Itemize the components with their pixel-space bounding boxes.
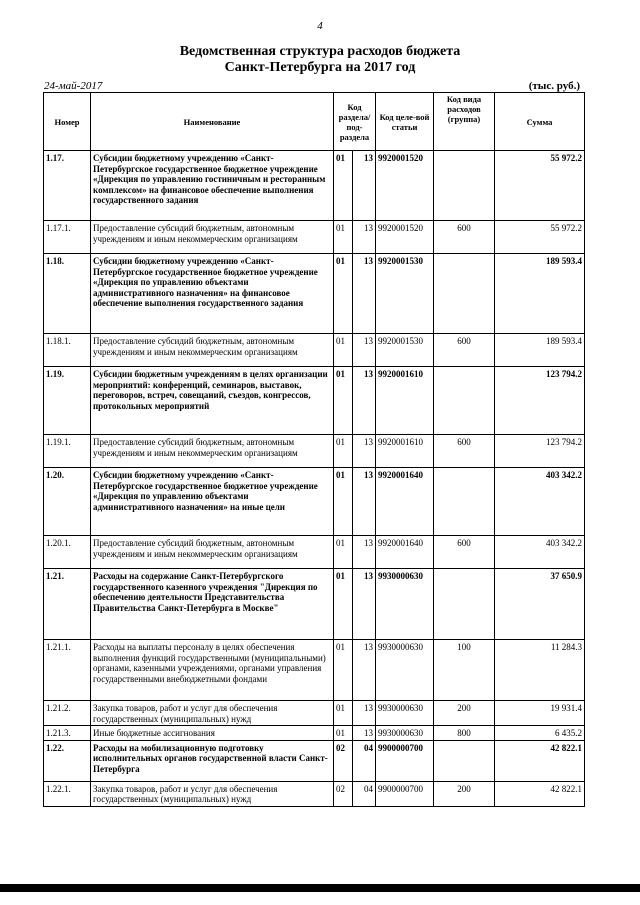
row-subsection: 13 [353, 536, 376, 569]
table-row [44, 701, 585, 726]
table-row [44, 435, 585, 468]
row-expense-type [434, 254, 495, 334]
row-target-code: 9930000630 [376, 640, 434, 701]
table-row [44, 334, 585, 367]
row-name: Расходы на содержание Санкт-Петербургского государственного казенного учреждения "Дирекция по обеспечению деятельности Представительства Правительства Санкт-Петербурга в Москве" [91, 569, 334, 640]
row-number: 1.19.1. [44, 435, 91, 468]
header-target: Код целе-вой статьи [376, 93, 434, 151]
row-subsection: 04 [353, 781, 376, 806]
header-section: Код раздела/ под-раздела [334, 93, 376, 151]
row-section: 01 [334, 221, 353, 254]
table-header-row [44, 93, 585, 151]
row-subsection: 13 [353, 468, 376, 536]
row-subsection: 13 [353, 701, 376, 726]
row-target-code: 9920001640 [376, 536, 434, 569]
row-subsection: 13 [353, 254, 376, 334]
row-number: 1.21.1. [44, 640, 91, 701]
row-target-code: 9920001520 [376, 221, 434, 254]
table-row [44, 536, 585, 569]
row-section: 02 [334, 740, 353, 781]
row-expense-type [434, 367, 495, 435]
row-amount: 19 931.4 [495, 701, 585, 726]
row-expense-type [434, 468, 495, 536]
row-section: 02 [334, 781, 353, 806]
row-expense-type: 600 [434, 221, 495, 254]
table-row [44, 151, 585, 221]
row-amount: 403 342.2 [495, 536, 585, 569]
row-expense-type: 800 [434, 726, 495, 741]
header-name: Наименование [91, 93, 334, 151]
row-name: Предоставление субсидий бюджетным, автономным учреждениям и иным некоммерческим организациям [91, 435, 334, 468]
row-name: Предоставление субсидий бюджетным, автономным учреждениям и иным некоммерческим организациям [91, 334, 334, 367]
row-name: Расходы на мобилизационную подготовку исполнительных органов государственной власти Санкт-Петербурга [91, 740, 334, 781]
row-expense-type [434, 569, 495, 640]
row-name: Иные бюджетные ассигнования [91, 726, 334, 741]
row-subsection: 13 [353, 367, 376, 435]
document-title [0, 44, 640, 76]
row-section: 01 [334, 254, 353, 334]
row-name: Закупка товаров, работ и услуг для обеспечения государственных (муниципальных) нужд [91, 781, 334, 806]
table-row [44, 254, 585, 334]
row-amount: 123 794.2 [495, 367, 585, 435]
row-target-code: 9930000630 [376, 701, 434, 726]
row-number: 1.21.3. [44, 726, 91, 741]
row-subsection: 04 [353, 740, 376, 781]
row-target-code: 9900000700 [376, 740, 434, 781]
row-target-code: 9930000630 [376, 726, 434, 741]
table-row [44, 367, 585, 435]
row-amount: 55 972.2 [495, 151, 585, 221]
row-name: Предоставление субсидий бюджетным, автономным учреждениям и иным некоммерческим организациям [91, 221, 334, 254]
row-subsection: 13 [353, 151, 376, 221]
row-name: Субсидии бюджетному учреждению «Санкт-Петербургское государственное бюджетное учреждение «Дирекция по управлению объектами административного назначения» на финансовое обеспечение выполнения государственного задания [91, 254, 334, 334]
budget-table [43, 92, 585, 807]
table-row [44, 569, 585, 640]
row-section: 01 [334, 334, 353, 367]
row-section: 01 [334, 569, 353, 640]
row-amount: 42 822.1 [495, 740, 585, 781]
row-name: Предоставление субсидий бюджетным, автономным учреждениям и иным некоммерческим организациям [91, 536, 334, 569]
row-expense-type: 200 [434, 701, 495, 726]
row-expense-type: 200 [434, 781, 495, 806]
row-number: 1.22. [44, 740, 91, 781]
table-row [44, 468, 585, 536]
unit-label: (тыс. руб.) [528, 80, 580, 92]
row-section: 01 [334, 726, 353, 741]
header-amount: Сумма [495, 93, 585, 151]
row-name: Закупка товаров, работ и услуг для обеспечения государственных (муниципальных) нужд [91, 701, 334, 726]
row-number: 1.18. [44, 254, 91, 334]
page-number: 4 [317, 20, 323, 32]
table-row [44, 221, 585, 254]
row-number: 1.20. [44, 468, 91, 536]
row-amount: 6 435.2 [495, 726, 585, 741]
scan-edge-bar [0, 884, 640, 892]
row-subsection: 13 [353, 640, 376, 701]
row-subsection: 13 [353, 726, 376, 741]
row-section: 01 [334, 435, 353, 468]
row-name: Субсидии бюджетному учреждению «Санкт-Петербургское государственное бюджетное учреждение «Дирекция по управлению объектами административного назначения» на иные цели [91, 468, 334, 536]
row-section: 01 [334, 701, 353, 726]
title-line-1: Ведомственная структура расходов бюджета [179, 44, 461, 59]
row-expense-type: 600 [434, 435, 495, 468]
row-section: 01 [334, 536, 353, 569]
row-amount: 123 794.2 [495, 435, 585, 468]
table-row [44, 781, 585, 806]
table-row [44, 640, 585, 701]
row-number: 1.17.1. [44, 221, 91, 254]
row-subsection: 13 [353, 221, 376, 254]
row-amount: 55 972.2 [495, 221, 585, 254]
row-target-code: 9900000700 [376, 781, 434, 806]
header-number: Номер [44, 93, 91, 151]
row-expense-type [434, 151, 495, 221]
row-name: Субсидии бюджетному учреждению «Санкт-Петербургское государственное бюджетное учреждение «Дирекция по управлению гостиничным и ресторанным комплексом» на финансовое обеспечение выполнения государственного задания [91, 151, 334, 221]
row-amount: 403 342.2 [495, 468, 585, 536]
table-row [44, 740, 585, 781]
row-number: 1.20.1. [44, 536, 91, 569]
table-row [44, 726, 585, 741]
header-expense-type: Код вида расходов (группа) [434, 93, 495, 151]
row-section: 01 [334, 468, 353, 536]
row-section: 01 [334, 367, 353, 435]
row-target-code: 9920001610 [376, 435, 434, 468]
row-name: Расходы на выплаты персоналу в целях обеспечения выполнения функций государственными (муниципальными) органами, казенными учреждениями, органами управления государственными внебюджетными фондами [91, 640, 334, 701]
row-expense-type: 600 [434, 334, 495, 367]
row-expense-type: 100 [434, 640, 495, 701]
row-number: 1.18.1. [44, 334, 91, 367]
row-target-code: 9920001530 [376, 254, 434, 334]
row-section: 01 [334, 151, 353, 221]
row-expense-type [434, 740, 495, 781]
row-target-code: 9920001610 [376, 367, 434, 435]
row-subsection: 13 [353, 334, 376, 367]
row-subsection: 13 [353, 435, 376, 468]
row-amount: 189 593.4 [495, 334, 585, 367]
row-number: 1.22.1. [44, 781, 91, 806]
row-section: 01 [334, 640, 353, 701]
row-subsection: 13 [353, 569, 376, 640]
title-line-2: Санкт-Петербурга на 2017 год [224, 60, 416, 75]
row-expense-type: 600 [434, 536, 495, 569]
row-amount: 37 650.9 [495, 569, 585, 640]
row-number: 1.17. [44, 151, 91, 221]
row-name: Субсидии бюджетным учреждениям в целях организации мероприятий: конференций, семинаров, выставок, переговоров, встреч, совещаний, съездов, конгрессов, протокольных мероприятий [91, 367, 334, 435]
document-date: 24-май-2017 [44, 80, 103, 92]
row-amount: 189 593.4 [495, 254, 585, 334]
row-target-code: 9920001520 [376, 151, 434, 221]
row-target-code: 9930000630 [376, 569, 434, 640]
row-amount: 11 284.3 [495, 640, 585, 701]
row-target-code: 9920001530 [376, 334, 434, 367]
row-number: 1.19. [44, 367, 91, 435]
row-number: 1.21.2. [44, 701, 91, 726]
row-target-code: 9920001640 [376, 468, 434, 536]
row-amount: 42 822.1 [495, 781, 585, 806]
row-number: 1.21. [44, 569, 91, 640]
